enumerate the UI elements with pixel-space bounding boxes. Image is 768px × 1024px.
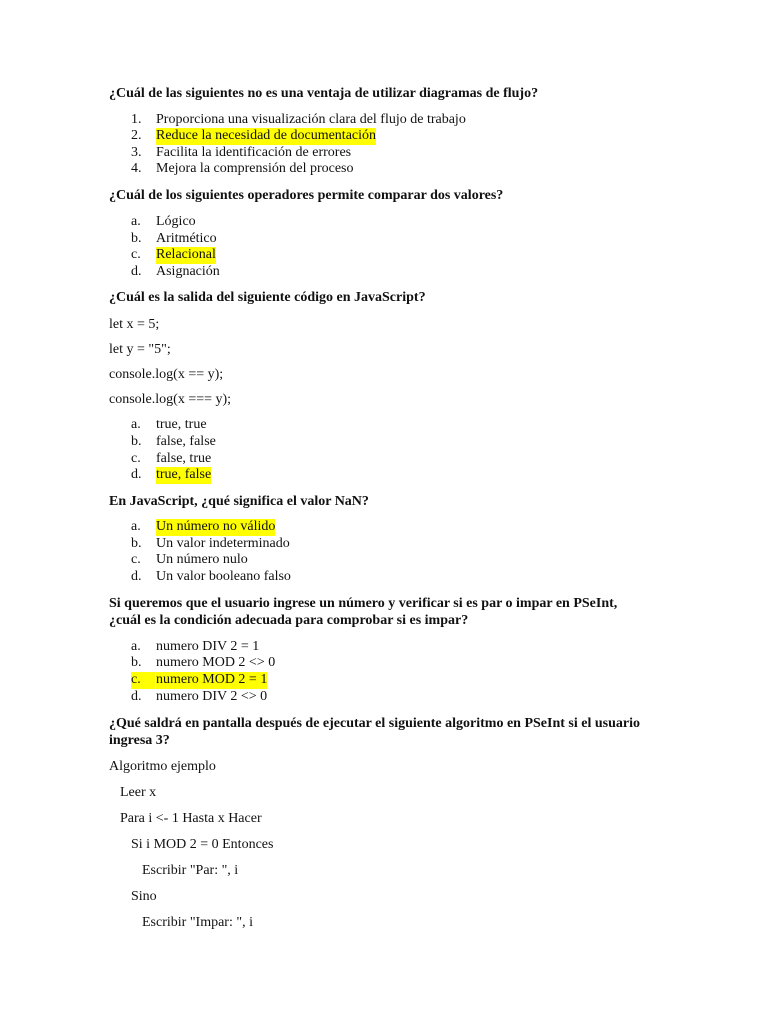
option-marker: a. [131, 417, 141, 432]
option-text: true, true [156, 417, 207, 432]
option-text: Aritmético [156, 231, 217, 246]
option-marker: c. [131, 247, 141, 262]
question-5-text-line-1: Si queremos que el usuario ingrese un número y verificar si es par o impar en PSeInt, [109, 596, 618, 611]
question-1-text: ¿Cuál de las siguientes no es una ventaja de utilizar diagramas de flujo? [109, 86, 539, 101]
question-2-text: ¿Cuál de los siguientes operadores permite comparar dos valores? [109, 188, 504, 203]
option-text: Proporciona una visualización clara del flujo de trabajo [156, 112, 466, 127]
option-text: Lógico [156, 214, 196, 229]
code-line: Para i <- 1 Hasta x Hacer [120, 811, 262, 826]
question-6-text-line-2: ingresa 3? [109, 733, 170, 748]
option-text-highlighted: Relacional [156, 247, 216, 262]
code-line: Escribir "Impar: ", i [142, 915, 253, 930]
option-marker: 3. [131, 145, 142, 160]
option-marker: d. [131, 569, 142, 584]
code-line: let x = 5; [109, 317, 160, 332]
option-text: numero DIV 2 <> 0 [156, 689, 268, 704]
code-line: console.log(x == y); [109, 367, 224, 382]
option-marker: 2. [131, 128, 142, 143]
option-text: numero MOD 2 <> 0 [156, 655, 276, 670]
option-marker: 1. [131, 112, 142, 127]
code-line: console.log(x === y); [109, 392, 232, 407]
option-marker: d. [131, 689, 142, 704]
option-marker: d. [131, 264, 142, 279]
code-line: Si i MOD 2 = 0 Entonces [131, 837, 274, 852]
option-text: false, true [156, 451, 212, 466]
code-line: Algoritmo ejemplo [109, 759, 216, 774]
option-marker: c. [131, 552, 141, 567]
option-marker: b. [131, 536, 142, 551]
option-text-highlighted: numero MOD 2 = 1 [156, 672, 268, 687]
option-text: Un valor indeterminado [156, 536, 290, 551]
code-line: Leer x [120, 785, 157, 800]
option-marker: b. [131, 655, 142, 670]
option-marker: b. [131, 231, 142, 246]
option-marker: 4. [131, 161, 142, 176]
option-text: Un valor booleano falso [156, 569, 291, 584]
code-line: Sino [131, 889, 157, 904]
code-line: let y = "5"; [109, 342, 171, 357]
option-text: Un número nulo [156, 552, 248, 567]
option-text: numero DIV 2 = 1 [156, 639, 260, 654]
question-5-text-line-2: ¿cuál es la condición adecuada para comprobar si es impar? [109, 613, 469, 628]
option-text: Asignación [156, 264, 220, 279]
option-marker: d. [131, 467, 142, 482]
option-marker-highlighted: c. [131, 672, 155, 689]
option-marker: a. [131, 639, 141, 654]
option-marker: a. [131, 519, 141, 534]
option-text: Mejora la comprensión del proceso [156, 161, 354, 176]
option-text-highlighted: true, false [156, 467, 212, 482]
question-4-text: En JavaScript, ¿qué significa el valor NaN? [109, 494, 369, 509]
question-3-text: ¿Cuál es la salida del siguiente código en JavaScript? [109, 290, 426, 305]
option-text: false, false [156, 434, 216, 449]
option-marker: b. [131, 434, 142, 449]
option-text: Facilita la identificación de errores [156, 145, 352, 160]
option-marker: c. [131, 451, 141, 466]
option-text-highlighted: Reduce la necesidad de documentación [156, 128, 377, 143]
code-line: Escribir "Par: ", i [142, 863, 239, 878]
question-6-text-line-1: ¿Qué saldrá en pantalla después de ejecutar el siguiente algoritmo en PSeInt si el usuario [109, 716, 640, 731]
option-text-highlighted: Un número no válido [156, 519, 276, 534]
option-marker: a. [131, 214, 141, 229]
